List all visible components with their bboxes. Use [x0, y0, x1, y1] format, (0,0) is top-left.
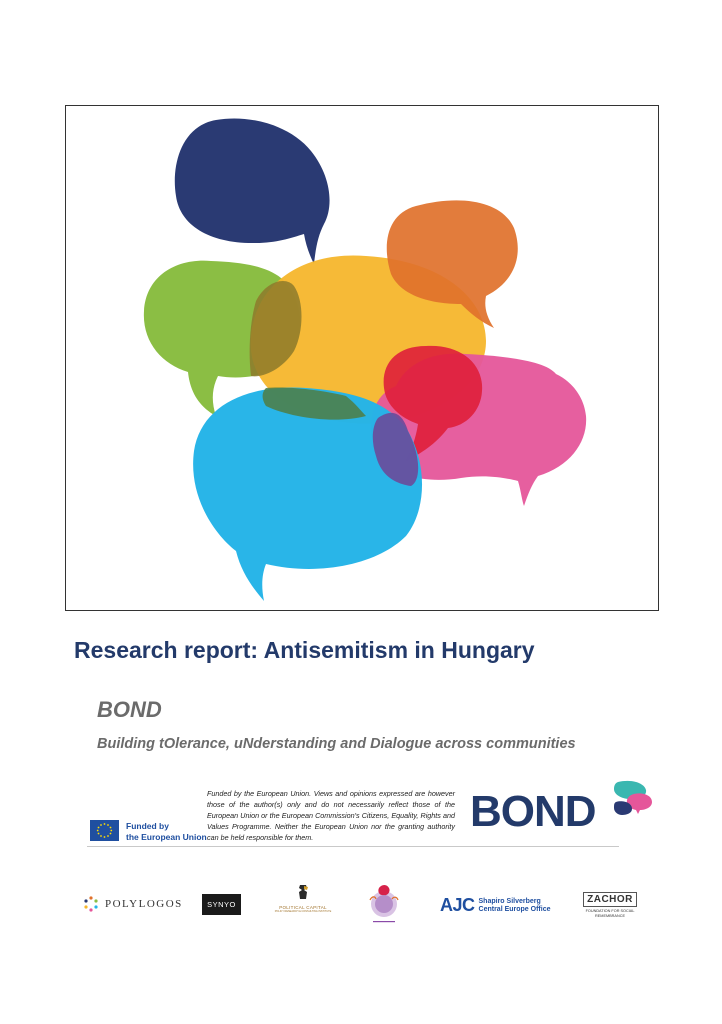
zachor-tagline-line1: FOUNDATION FOR SOCIAL — [585, 909, 635, 913]
partner-logo-association — [361, 880, 407, 931]
partner-logo-polylogos — [82, 895, 183, 913]
eu-label-line1: Funded by — [126, 821, 169, 831]
partner-logo-ajc — [440, 895, 550, 916]
bond-logo-bubbles-icon — [612, 780, 654, 820]
divider-line — [87, 846, 619, 847]
political-capital-tagline: POLICY RESEARCH & CONSULTING INSTITUTE — [274, 910, 332, 913]
association-globe-emblem-icon — [361, 880, 407, 926]
zachor-name: ZACHOR — [583, 892, 637, 907]
project-subtitle: Building tOlerance, uNderstanding and Dialogue across communities — [97, 736, 576, 752]
eu-funding-label — [126, 821, 207, 843]
ajc-line1: Shapiro Silverberg — [478, 897, 541, 905]
bond-logo-wordmark: BOND — [470, 787, 596, 836]
partner-logo-political-capital — [272, 884, 334, 913]
eu-label-line2: the European Union — [126, 832, 207, 842]
ajc-line2: Central Europe Office — [478, 905, 551, 913]
partner-logo-zachor — [581, 889, 639, 919]
ajc-office-name — [479, 898, 551, 914]
partner-logo-synyo: SYNYO — [202, 894, 241, 915]
political-capital-emblem-icon — [294, 884, 312, 900]
polylogos-name: POLYLOGOS — [105, 898, 183, 910]
zachor-tagline-line2: REMEMBRANCE — [595, 914, 625, 918]
report-title: Research report: Antisemitism in Hungary — [74, 637, 535, 663]
eu-flag-icon — [90, 820, 119, 841]
ajc-mark: AJC — [440, 895, 475, 915]
funding-disclaimer: Funded by the European Union. Views and opinions expressed are however those of the author(s) only and do not necessarily reflect those of the European Union or the European Commission's Citizens, Equality, Rights and Values Programme. Neither the European Union nor the granting authority can be held responsible for them. — [207, 789, 455, 842]
speech-bubbles-illustration — [66, 106, 660, 612]
project-name: BOND — [97, 697, 162, 722]
cover-image-frame — [65, 105, 659, 611]
polylogos-dots-icon — [82, 895, 100, 913]
navy-speech-bubble — [175, 118, 330, 264]
political-capital-name: POLITICAL CAPITAL — [279, 905, 327, 910]
